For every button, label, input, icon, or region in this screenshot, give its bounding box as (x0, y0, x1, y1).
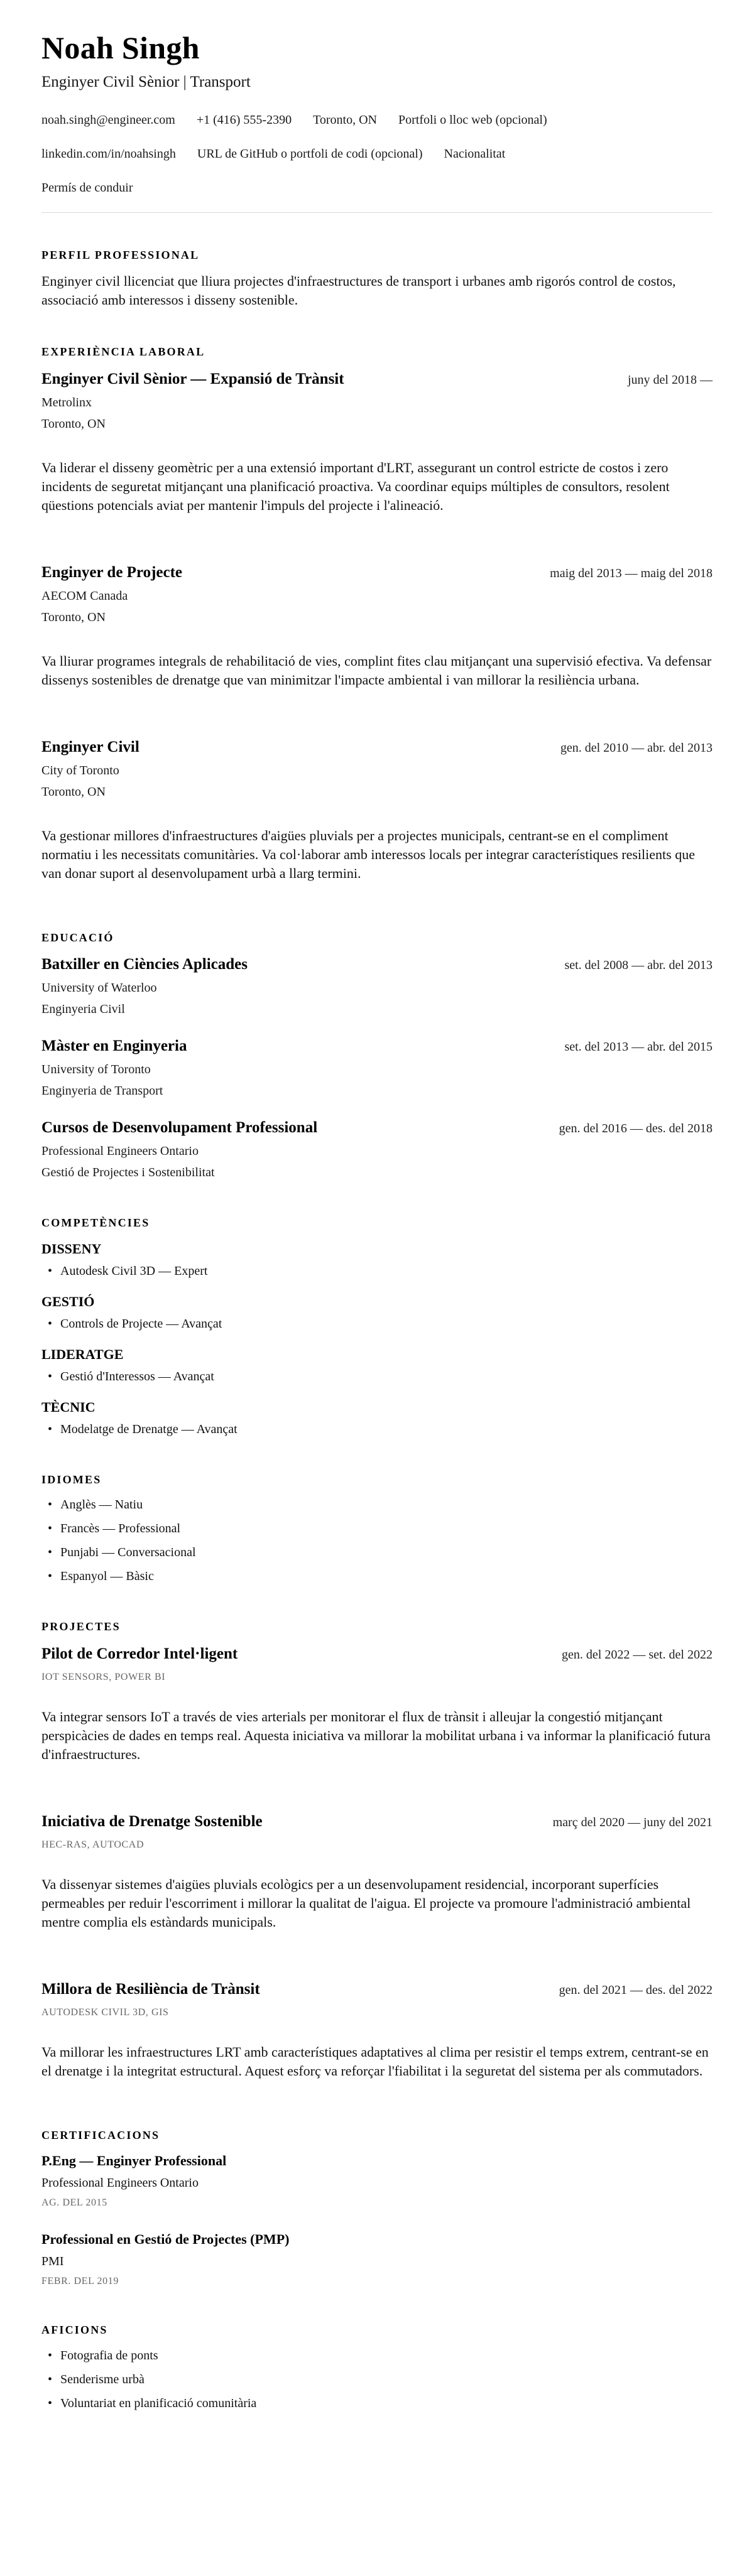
skill-group-title: LIDERATGE (41, 1346, 124, 1362)
skill-group-title: DISSENY (41, 1240, 102, 1257)
profile-text: Enginyer civil llicenciat que lliura projectes d'infraestructures de transport i urbanes amb rigorós control de costos, associació amb interessos i disseny sostenible. (41, 273, 676, 308)
language-list (41, 1496, 713, 1584)
job-entry (41, 563, 713, 690)
contact-driving-license: Permís de conduir (41, 180, 133, 195)
certification-entry (41, 2231, 713, 2288)
contact-github: URL de GitHub o portfoli de codi (opcional) (197, 146, 423, 161)
project-title: Pilot de Corredor Intel·ligent (41, 1645, 238, 1662)
contact-location: Toronto, ON (313, 112, 378, 127)
job-title: Enginyer de Projecte (41, 563, 183, 581)
contact-linkedin: linkedin.com/in/noahsingh (41, 146, 176, 161)
language-item: • Francès — Professional (41, 1520, 713, 1537)
skill-list (41, 1263, 713, 1279)
certification-name: Professional en Gestió de Projectes (PMP) (41, 2231, 290, 2247)
skill-item: • Autodesk Civil 3D — Expert (41, 1263, 713, 1279)
project-title: Millora de Resiliència de Trànsit (41, 1980, 260, 1998)
skill-list (41, 1368, 713, 1385)
hobby-list (41, 2347, 713, 2411)
degree-title: Cursos de Desenvolupament Professional (41, 1119, 318, 1136)
skill-list (41, 1421, 713, 1437)
section-education (41, 931, 713, 1181)
job-entry-head (41, 563, 713, 583)
skill-group-title: TÈCNIC (41, 1399, 96, 1415)
project-tools: HEC-RAS, AUTOCAD (41, 1839, 145, 1850)
school-name: Professional Engineers Ontario (41, 1144, 199, 1158)
skill-item: • Modelatge de Drenatge — Avançat (41, 1421, 713, 1437)
certification-issuer: PMI (41, 2254, 64, 2268)
education-entry (41, 1036, 713, 1099)
job-entry (41, 369, 713, 515)
job-description: Va lliurar programes integrals de rehabilitació de vies, complint fites clau mitjançant una supervisió efectiva. Va defensar dissenys sostenibles de drenatge que van minimitzar l'impacte ambiental i van millorar la resiliència urbana. (41, 652, 712, 688)
school-name: University of Waterloo (41, 981, 157, 995)
language-item: • Espanyol — Bàsic (41, 1568, 713, 1584)
field-of-study: Enginyeria Civil (41, 1002, 125, 1016)
hobby-item: • Fotografia de ponts (41, 2347, 713, 2364)
job-location: Toronto, ON (41, 610, 106, 624)
certification-entry (41, 2152, 713, 2209)
section-heading: PERFIL PROFESSIONAL (41, 248, 200, 261)
project-date: gen. del 2021 — des. del 2022 (559, 1983, 713, 1997)
section-heading: AFICIONS (41, 2324, 108, 2336)
project-date: març del 2020 — juny del 2021 (552, 1815, 713, 1829)
section-hobbies (41, 2323, 713, 2411)
section-heading: PROJECTES (41, 1620, 121, 1633)
certification-name: P.Eng — Enginyer Professional (41, 2153, 227, 2168)
certification-date: AG. DEL 2015 (41, 2197, 107, 2208)
contact-phone: +1 (416) 555-2390 (196, 112, 292, 127)
job-description: Va gestionar millores d'infraestructures d'aigües pluvials per a projectes municipals, centrant-se en el compliment normatiu i les necessitats comunitàries. Va col·laborar amb interessos locals per integrar característiques resilients que van donar suport al desenvolupament urbà a llarg termini. (41, 827, 695, 881)
project-entry-head (41, 1644, 713, 1664)
project-date: gen. del 2022 — set. del 2022 (562, 1647, 713, 1662)
project-entry (41, 1812, 713, 1932)
job-date: gen. del 2010 — abr. del 2013 (560, 740, 713, 755)
job-location: Toronto, ON (41, 416, 106, 431)
section-profile (41, 248, 713, 310)
education-date: set. del 2013 — abr. del 2015 (564, 1040, 713, 1054)
job-company: Metrolinx (41, 395, 92, 409)
job-company: City of Toronto (41, 763, 119, 777)
education-date: gen. del 2016 — des. del 2018 (559, 1122, 713, 1135)
language-item: • Punjabi — Conversacional (41, 1544, 713, 1561)
skill-group (41, 1399, 713, 1437)
job-location: Toronto, ON (41, 784, 106, 799)
contact-email: noah.singh@engineer.com (41, 112, 175, 127)
job-description: Va liderar el disseny geomètric per a una extensió important d'LRT, assegurant un control estricte de costos i zero incidents de seguretat mitjançant una planificació proactiva. Va coordinar equips múltiples de consultors, resolent qüestions potencials aviat per mantenir l'impuls del projecte i l'alineació. (41, 459, 670, 513)
candidate-title: Enginyer Civil Sènior | Transport (41, 73, 251, 90)
contact-row (41, 146, 713, 162)
project-entry-head (41, 1812, 713, 1832)
section-heading: COMPETÈNCIES (41, 1216, 150, 1229)
project-tools: IOT SENSORS, POWER BI (41, 1671, 166, 1682)
project-entry (41, 1979, 713, 2081)
field-of-study: Enginyeria de Transport (41, 1084, 163, 1098)
skill-item: • Controls de Projecte — Avançat (41, 1316, 713, 1332)
language-item: • Anglès — Natiu (41, 1496, 713, 1513)
project-description: Va integrar sensors IoT a través de vies arterials per monitorar el flux de trànsit i alleujar la congestió mitjançant perspicàcies de dades en temps real. Aquesta iniciativa va millorar la mobilitat urbana i va informar la planificació futura d'infraestructures. (41, 1708, 711, 1762)
job-date: juny del 2018 — (628, 372, 713, 387)
project-entry (41, 1644, 713, 1764)
contact-website: Portfoli o lloc web (opcional) (398, 112, 547, 127)
job-title: Enginyer Civil (41, 738, 139, 755)
hobby-item: • Voluntariat en planificació comunitària (41, 2395, 713, 2411)
contact-nationality: Nacionalitat (444, 146, 506, 161)
resume-header (41, 30, 713, 213)
contact-row (41, 112, 713, 128)
degree-title: Batxiller en Ciències Aplicades (41, 956, 248, 973)
school-name: University of Toronto (41, 1063, 151, 1076)
section-languages (41, 1473, 713, 1585)
skill-group-title: GESTIÓ (41, 1293, 95, 1309)
education-entry-head (41, 1118, 713, 1138)
candidate-name: Noah Singh (41, 30, 200, 65)
degree-title: Màster en Enginyeria (41, 1037, 187, 1054)
project-description: Va dissenyar sistemes d'aigües pluvials ecològics per a un desenvolupament residencial, incorporant superfícies permeables per reduir l'escorriment i millorar la qualitat de l'aigua. El projecte va promoure l'administració ambiental mentre complia els estàndards municipals. (41, 1876, 691, 1930)
job-title: Enginyer Civil Sènior — Expansió de Trànsit (41, 370, 344, 387)
education-date: set. del 2008 — abr. del 2013 (564, 958, 713, 972)
section-heading: CERTIFICACIONS (41, 2128, 160, 2141)
section-projects (41, 1620, 713, 2081)
job-entry-head (41, 737, 713, 757)
certification-issuer: Professional Engineers Ontario (41, 2176, 199, 2190)
hobby-item: • Senderisme urbà (41, 2371, 713, 2388)
job-company: AECOM Canada (41, 588, 128, 603)
education-entry (41, 955, 713, 1017)
contact-row (41, 180, 713, 196)
job-date: maig del 2013 — maig del 2018 (550, 566, 713, 580)
education-entry-head (41, 955, 713, 975)
skill-list (41, 1316, 713, 1332)
education-entry-head (41, 1036, 713, 1056)
project-entry-head (41, 1979, 713, 2000)
skill-group (41, 1346, 713, 1385)
section-heading: IDIOMES (41, 1473, 102, 1486)
project-tools: AUTODESK CIVIL 3D, GIS (41, 2006, 169, 2018)
header-divider (41, 212, 713, 213)
section-heading: EDUCACIÓ (41, 931, 114, 944)
contact-info (41, 112, 713, 196)
section-skills (41, 1216, 713, 1437)
skill-item: • Gestió d'Interessos — Avançat (41, 1368, 713, 1385)
section-experience (41, 345, 713, 883)
section-certifications (41, 2128, 713, 2288)
certification-date: FEBR. DEL 2019 (41, 2276, 119, 2286)
project-title: Iniciativa de Drenatge Sostenible (41, 1812, 263, 1830)
education-entry (41, 1118, 713, 1181)
skill-group (41, 1240, 713, 1279)
job-entry (41, 737, 713, 883)
job-entry-head (41, 369, 713, 389)
field-of-study: Gestió de Projectes i Sostenibilitat (41, 1166, 215, 1179)
project-description: Va millorar les infraestructures LRT amb característiques adaptatives al clima per resistir el temps extrem, centrant-se en el drenatge i la integritat estructural. Aquest esforç va reforçar l'fiabilitat i la seguretat del sistema per als commutadors. (41, 2043, 709, 2079)
section-heading: EXPERIÈNCIA LABORAL (41, 345, 205, 358)
skill-group (41, 1293, 713, 1332)
